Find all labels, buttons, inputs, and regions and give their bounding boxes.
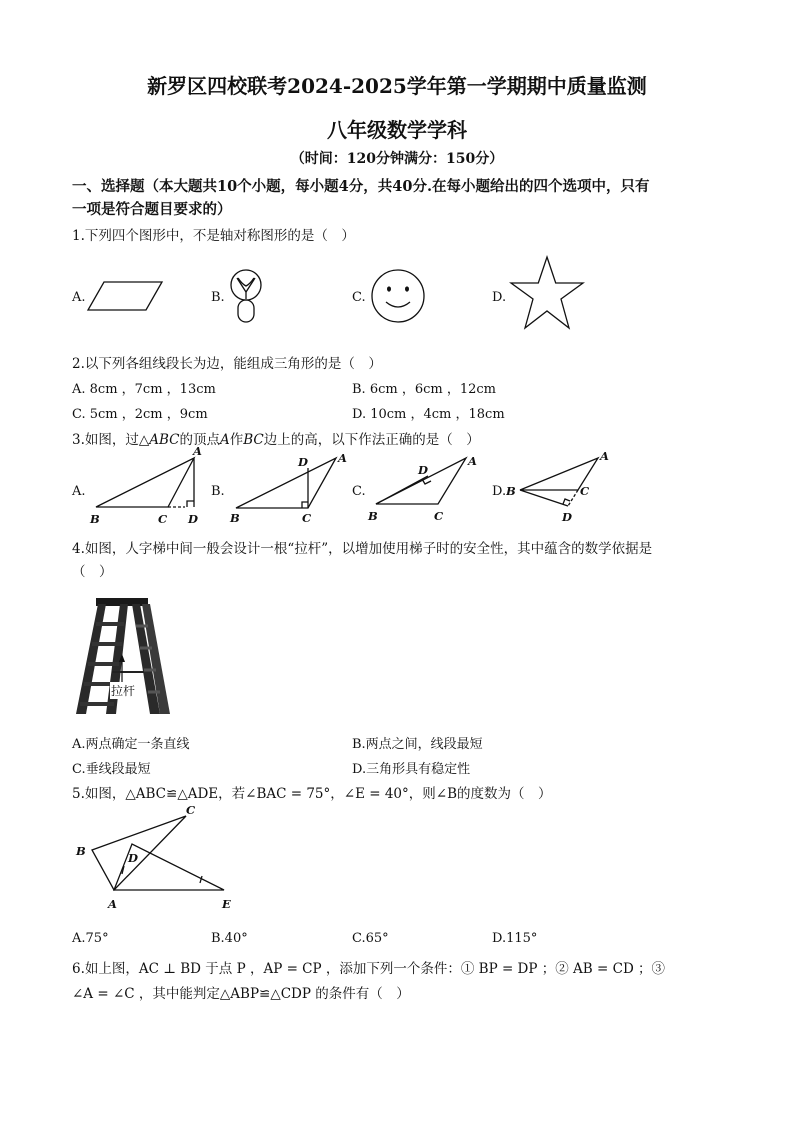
q3-option-a-label: A. <box>72 484 86 499</box>
q1-option-a-label: A. <box>72 290 86 305</box>
q3c-label-d: D <box>418 463 428 477</box>
q3b-label-d: D <box>298 455 308 469</box>
exam-title: 新罗区四校联考2024-2025学年第一学期期中质量监测 <box>147 74 647 98</box>
q3-stem: 3.如图，过△ABC的顶点A作BC边上的高，以下作法正确的是（ ） <box>72 432 480 448</box>
pull-rod-label: 拉杆 <box>111 684 136 698</box>
q2-option-c: C. 5cm ，2cm ，9cm <box>72 407 208 422</box>
q5-label-d: D <box>128 851 138 865</box>
q3-option-d-label: D. <box>492 484 507 499</box>
q5-label-e: E <box>222 897 231 911</box>
parallelogram-figure <box>86 276 166 316</box>
q6-stem-line2: ∠A = ∠C ，其中能判定△ABP≌△CDP 的条件有（ ） <box>72 986 410 1002</box>
q3b-label-c: C <box>302 511 312 525</box>
q3-figure-b <box>226 450 350 530</box>
q4-option-d: D.三角形具有稳定性 <box>352 762 471 777</box>
q3-option-b-label: B. <box>211 484 225 499</box>
q6-stem-line1: 6.如上图，AC ⊥ BD 于点 P ，AP = CP ，添加下列一个条件：① BP = DP ；② AB = CD ；③ <box>72 961 666 977</box>
q2-option-b: B. 6cm ，6cm ，12cm <box>352 382 496 397</box>
q3a-label-a: A <box>193 444 202 458</box>
q5-triangle-figure <box>74 800 244 918</box>
q1-option-c-label: C. <box>352 290 366 305</box>
q3-figure-a <box>86 444 210 530</box>
q5-label-b: B <box>76 844 86 858</box>
q4-option-c: C.垂线段最短 <box>72 762 151 777</box>
light-bulb-figure <box>226 265 266 329</box>
smiley-face-figure <box>368 266 428 326</box>
q1-option-d-label: D. <box>492 290 507 305</box>
step-ladder-figure <box>72 596 172 718</box>
q4-option-b: B.两点之间，线段最短 <box>352 737 483 752</box>
section-heading-line2: 一项是符合题目要求的） <box>72 201 232 218</box>
section-heading-line1: 一、选择题（本大题共10个小题，每小题4分，共40分.在每小题给出的四个选项中，只有 <box>72 178 650 195</box>
q1-option-b-label: B. <box>211 290 225 305</box>
q3d-label-b: B <box>506 484 516 498</box>
q3-option-c-label: C. <box>352 484 366 499</box>
q2-option-d: D. 10cm ，4cm ，18cm <box>352 407 505 422</box>
q3b-label-a: A <box>338 451 347 465</box>
q3c-label-a: A <box>468 454 477 468</box>
q3-figure-d <box>506 448 630 530</box>
q2-option-a: A. 8cm ，7cm ，13cm <box>72 382 216 397</box>
five-point-star-figure <box>507 254 587 334</box>
q3-figure-c <box>366 450 490 530</box>
q5-label-a: A <box>108 897 117 911</box>
q2-stem: 2.以下列各组线段长为边，能组成三角形的是（ ） <box>72 356 382 372</box>
q5-option-c: C.65° <box>352 931 389 946</box>
q3c-label-b: B <box>368 509 378 523</box>
q5-option-d: D.115° <box>492 931 538 946</box>
exam-subtitle: 八年级数学学科 <box>327 118 467 142</box>
q3b-label-b: B <box>230 511 240 525</box>
q5-option-a: A.75° <box>72 931 109 946</box>
q3d-label-d: D <box>562 510 572 524</box>
q3d-label-c: C <box>580 484 590 498</box>
q5-option-b: B.40° <box>211 931 248 946</box>
q4-stem-line1: 4.如图，人字梯中间一般会设计一根“拉杆”，以增加使用梯子时的安全性，其中蕴含的数学依据是 <box>72 541 653 557</box>
q4-stem-line2: （ ） <box>72 564 113 580</box>
q3a-label-c: C <box>158 512 168 526</box>
q5-stem: 5.如图，△ABC≌△ADE，若∠BAC = 75°，∠E = 40°，则∠B的度数为（ ） <box>72 786 552 802</box>
q4-option-a: A.两点确定一条直线 <box>72 737 190 752</box>
q5-label-c: C <box>186 803 196 817</box>
q3d-label-a: A <box>600 449 609 463</box>
exam-meta: （时间：120分钟满分：150分） <box>290 151 504 167</box>
q1-stem: 1.下列四个图形中，不是轴对称图形的是（ ） <box>72 228 355 244</box>
q3a-label-b: B <box>90 512 100 526</box>
q3a-label-d: D <box>188 512 198 526</box>
q3c-label-c: C <box>434 509 444 523</box>
